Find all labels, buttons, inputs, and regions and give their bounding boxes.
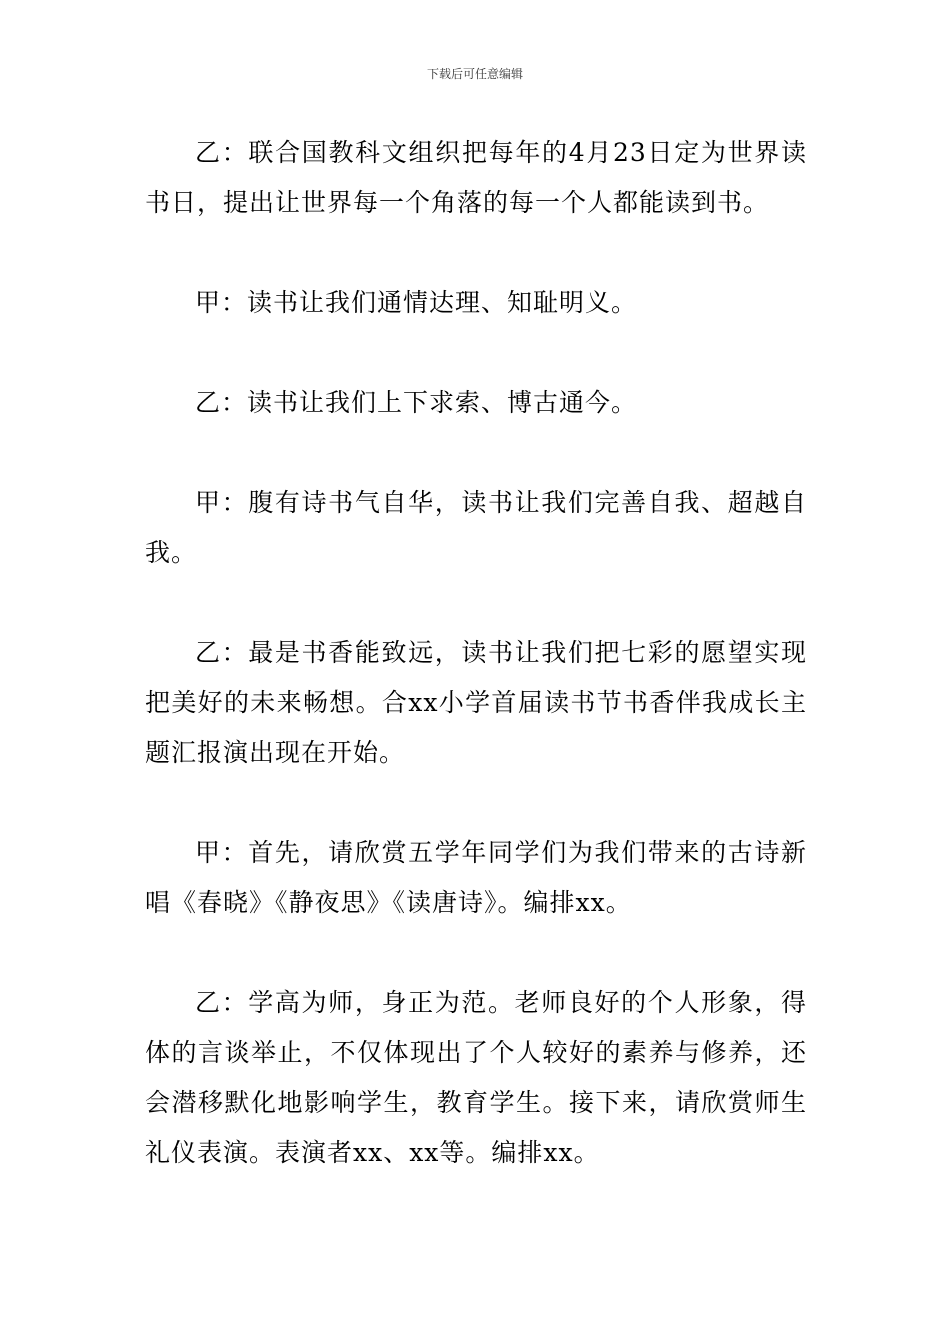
paragraph-3: 乙：读书让我们上下求索、博古通今。 [195,388,638,417]
paragraph-4: 甲：腹有诗书气自华，读书让我们完善自我、超越自我。 [145,488,807,567]
paragraph-6: 甲：首先，请欣赏五学年同学们为我们带来的古诗新唱《春晓》《静夜思》《读唐诗》。编排xx。 [145,838,807,917]
paragraph-7: 乙：学高为师，身正为范。老师良好的个人形象，得体的言谈举止，不仅体现出了个人较好的素养与修养，还会潜移默化地影响学生，教育学生。接下来，请欣赏师生礼仪表演。表演者xx、xx等。编排xx。 [145,988,807,1167]
paragraph-2: 甲：读书让我们通情达理、知耻明义。 [195,288,638,317]
paragraph-5: 乙：最是书香能致远，读书让我们把七彩的愿望实现把美好的未来畅想。合xx小学首届读书节书香伴我成长主题汇报演出现在开始。 [145,638,807,767]
document-body [145,128,807,1228]
paragraph-1: 乙：联合国教科文组织把每年的4月23日定为世界读书日，提出让世界每一个角落的每一个人都能读到书。 [145,138,807,217]
header-note: 下载后可任意编辑 [426,67,523,81]
